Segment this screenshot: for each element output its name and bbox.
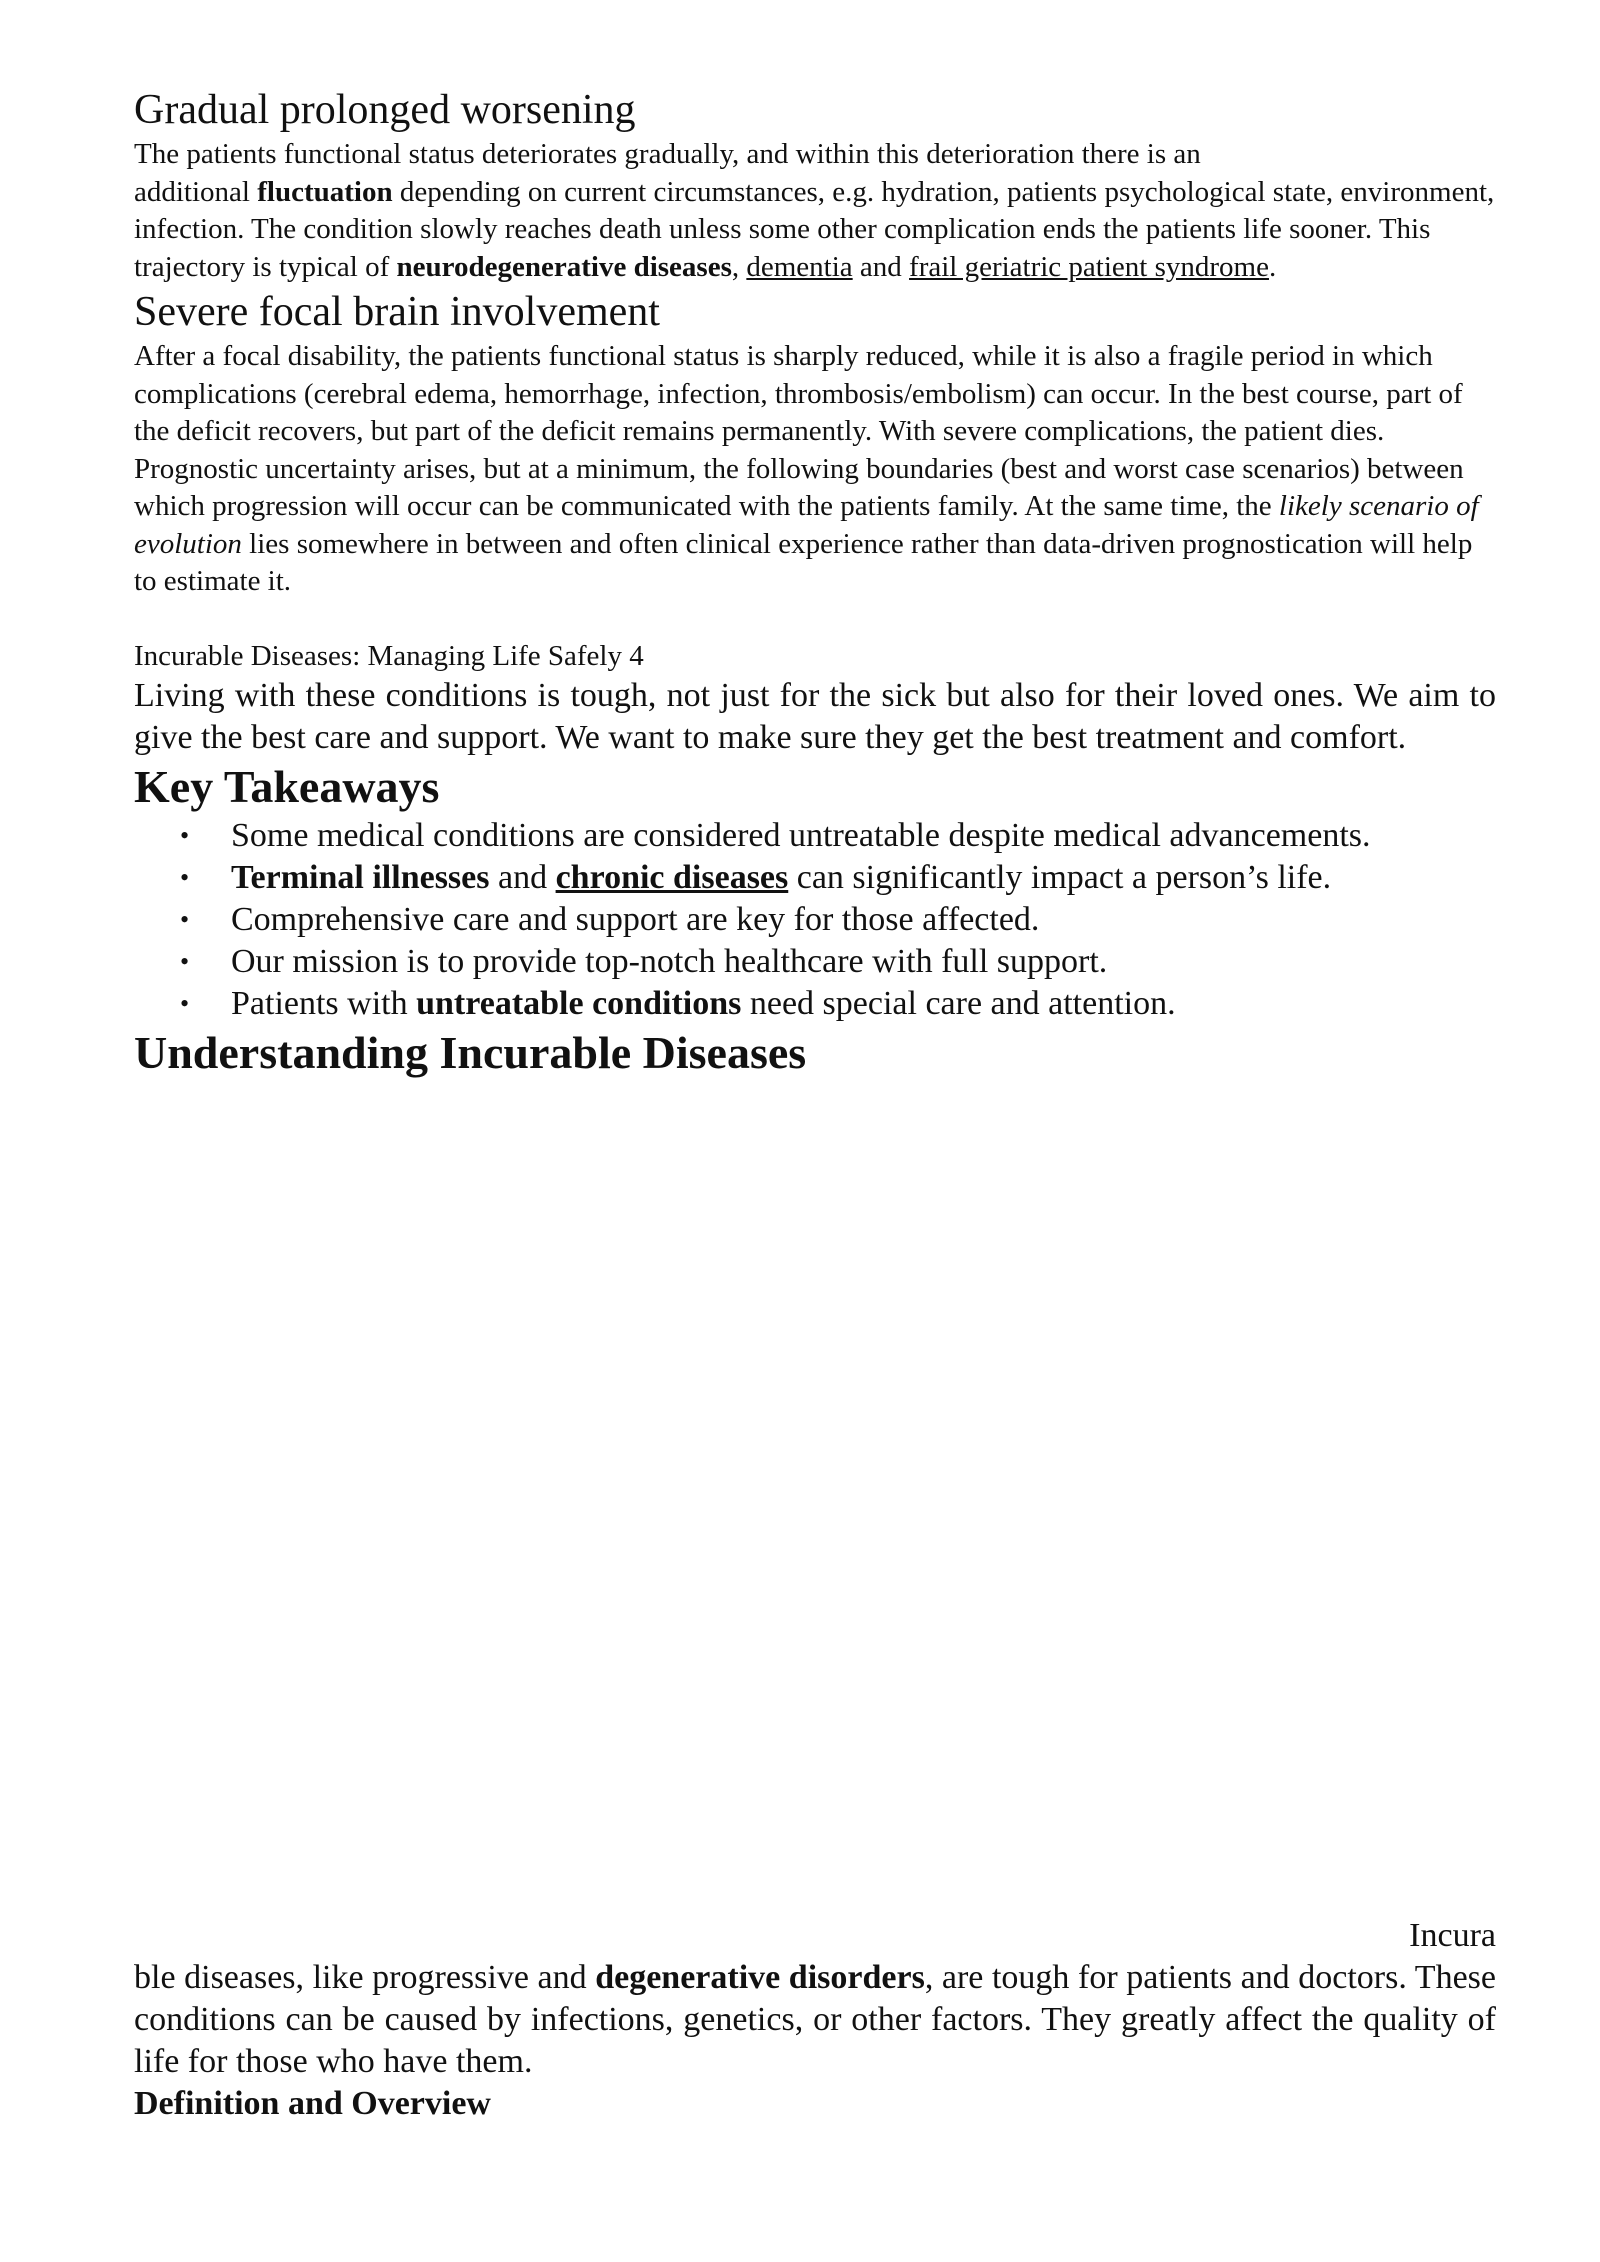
text-run: Our mission is to provide top-notch healthcare with full support. — [231, 942, 1108, 980]
text-run: , are tough for patients and doctors. These conditions can be caused by infections, genetics, or other factors. They greatly affect the quality of life for those who have them. — [134, 1958, 1496, 2080]
text-fragment: Incura — [1409, 1916, 1496, 1954]
bold-term-degenerative: degenerative disorders — [595, 1958, 925, 1996]
list-item — [134, 941, 1496, 983]
text-run: ble diseases, like progressive and — [134, 1958, 596, 1996]
text-run: . — [1268, 250, 1277, 283]
text-run: depending on current circumstances, e.g. hydration, patients psychological state, environment, infection. The condition slowly reaches death unless some other complication ends the patients life sooner. This trajectory is typical of — [134, 175, 1495, 283]
bold-term-untreatable: untreatable conditions — [416, 984, 742, 1022]
paragraph-focal — [134, 338, 1496, 601]
italic-term-likely-scenario: likely scenario of evolution — [134, 490, 1479, 560]
heading-key-takeaways: Key Takeaways — [134, 760, 440, 812]
text-run: , — [731, 250, 747, 283]
image-placeholder — [134, 1081, 1496, 1915]
bullet-dot: • — [180, 862, 190, 892]
section-heading-gradual: Gradual prolonged worsening — [134, 87, 636, 133]
text-run: Patients with — [231, 984, 417, 1022]
heading-understanding: Understanding Incurable Diseases — [134, 1026, 807, 1078]
paragraph-understanding — [134, 1957, 1496, 2083]
paragraph-intro: Living with these conditions is tough, not just for the sick but also for their loved ones. We aim to give the best care and support. We want to make sure they get the best treatment and comfort. — [134, 676, 1496, 756]
document-page — [134, 84, 1496, 2125]
link-dementia[interactable]: dementia — [746, 250, 853, 283]
list-item — [134, 899, 1496, 941]
paragraph-gradual — [134, 136, 1496, 286]
text-run: lies somewhere in between and often clinical experience rather than data-driven prognostication will help to estimate it. — [134, 527, 1473, 597]
bullet-dot: • — [180, 904, 190, 934]
text-run: additional — [134, 175, 258, 208]
section-heading-focal: Severe focal brain involvement — [134, 289, 660, 335]
text-run: The patients functional status deteriorates gradually, and within this deterioration there is an — [134, 138, 1201, 170]
heading-definition: Definition and Overview — [134, 2084, 491, 2122]
list-item — [134, 815, 1496, 857]
bold-term-neurodegenerative: neurodegenerative diseases — [396, 250, 732, 283]
text-run: need special care and attention. — [741, 984, 1176, 1022]
text-run: and — [489, 858, 556, 896]
text-run: can significantly impact a person’s life. — [788, 858, 1332, 896]
bullet-dot: • — [180, 988, 190, 1018]
text-run: Some medical conditions are considered untreatable despite medical advancements. — [231, 816, 1371, 854]
bold-term-terminal-illnesses: Terminal illnesses — [231, 858, 490, 896]
bullet-dot: • — [180, 946, 190, 976]
text-run: After a focal disability, the patients functional status is sharply reduced, while it is also a fragile period in which complications (cerebral edema, hemorrhage, infection, thrombosis/embolism) can occur. In the best course, part of the deficit recovers, but part of the deficit remains permanently. With severe complications, the patient dies. Prognostic uncertainty arises, but at a minimum, the following boundaries (best and worst case scenarios) between which progression will occur can be communicated with the patients family. At the same time, the — [134, 340, 1464, 522]
takeaways-list — [134, 815, 1496, 1025]
text-run: Comprehensive care and support are key for those affected. — [231, 900, 1040, 938]
bullet-dot: • — [180, 820, 190, 850]
list-item — [134, 983, 1496, 1025]
link-frail-geriatric[interactable]: frail geriatric patient syndrome — [909, 250, 1269, 283]
list-item — [134, 857, 1496, 899]
image-caption: Incurable Diseases: Managing Life Safely 4 — [134, 639, 644, 672]
bold-term-fluctuation: fluctuation — [257, 175, 393, 208]
link-chronic-diseases[interactable]: chronic diseases — [555, 858, 789, 896]
text-run: and — [852, 250, 910, 283]
